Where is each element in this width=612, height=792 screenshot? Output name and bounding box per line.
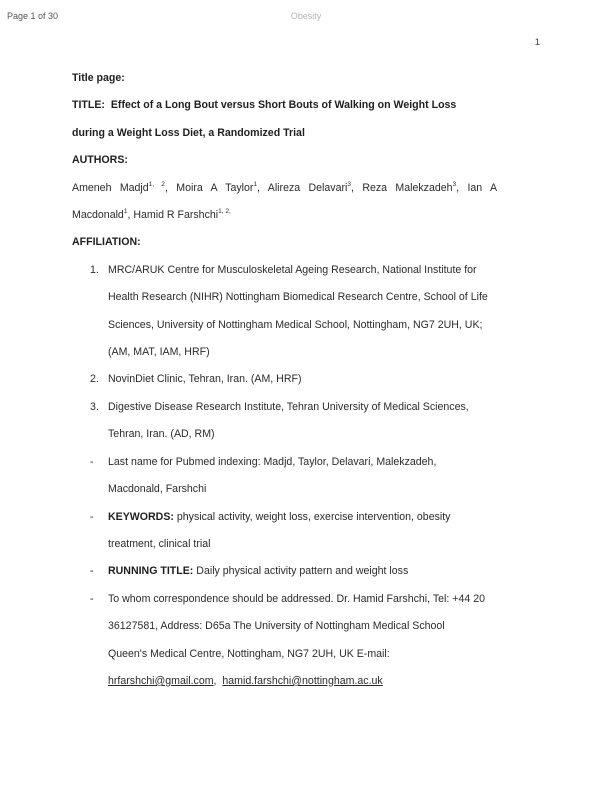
- email-separator: ,: [213, 674, 223, 687]
- author-name: Reza Malekzadeh: [362, 181, 453, 194]
- authors-label: AUTHORS:: [72, 154, 128, 167]
- affiliation-line: Health Research (NIHR) Nottingham Biomedical Research Centre, School of Life: [108, 291, 488, 304]
- author-affiliation-mark: 1: [253, 180, 258, 188]
- author: [268, 182, 363, 194]
- author-affiliation-mark: 1, 2,: [218, 208, 231, 216]
- author: [362, 182, 467, 194]
- author-name: Hamid R Farshchi: [133, 209, 219, 222]
- author-name: Ameneh Madjd: [72, 181, 149, 194]
- title-label: TITLE:: [72, 99, 105, 112]
- running-title-text: Daily physical activity pattern and weight loss: [196, 565, 409, 578]
- running-title-note: [72, 558, 540, 585]
- author-affiliation-mark: 1: [123, 208, 128, 216]
- keywords-note: [72, 504, 540, 559]
- title-page-content: [72, 65, 540, 695]
- author-affiliation-mark: 3: [347, 180, 351, 188]
- email-link-gmail[interactable]: hrfarshchi@gmail.com: [108, 674, 214, 687]
- title-page-label: Title page:: [72, 72, 125, 84]
- dash-marker: -: [90, 592, 94, 605]
- keywords-text: physical activity, weight loss, exercise intervention, obesity: [176, 510, 451, 523]
- author: [72, 182, 176, 194]
- affiliation-item-1: [72, 257, 540, 367]
- correspondence-line-1: To whom correspondence should be addressed. Dr. Hamid Farshchi, Tel: +44 20: [108, 592, 485, 605]
- author-affiliation-mark: 1, 2: [148, 180, 165, 188]
- dash-marker: -: [90, 455, 94, 468]
- affiliation-line: Tehran, Iran. (AD, RM): [108, 428, 215, 441]
- pubmed-line-1: Last name for Pubmed indexing: Madjd, Taylor, Delavari, Malekzadeh,: [108, 455, 437, 468]
- author-name: Ian A Macdonald: [72, 181, 498, 222]
- dash-marker: -: [90, 565, 94, 578]
- keywords-line-1: [108, 504, 540, 531]
- running-title-line: [108, 558, 540, 585]
- correspondence-emails: [108, 668, 540, 695]
- affiliation-marker: 1.: [90, 263, 99, 276]
- affiliation-marker: 3.: [90, 400, 99, 413]
- title-line-1: [72, 92, 540, 119]
- author-separator: ,: [164, 181, 177, 194]
- affiliation-item-3: [72, 394, 540, 449]
- author-separator: ,: [127, 209, 134, 222]
- affiliation-marker: 2.: [90, 373, 99, 386]
- dash-marker: -: [90, 510, 94, 523]
- affiliation-line: Sciences, University of Nottingham Medical School, Nottingham, NG7 2UH, UK;: [108, 318, 483, 331]
- author: [133, 209, 230, 221]
- page-indicator: Page 1 of 30: [7, 11, 59, 21]
- keywords-line-2: treatment, clinical trial: [108, 537, 211, 550]
- correspondence-line-2: 36127581, Address: D65a The University of Nottingham Medical School: [108, 620, 445, 633]
- affiliation-line: (AM, MAT, IAM, HRF): [108, 346, 210, 359]
- affiliation-line: Digestive Disease Research Institute, Tehran University of Medical Sciences,: [108, 400, 469, 413]
- email-link-nottingham[interactable]: hamid.farshchi@nottingham.ac.uk: [222, 674, 383, 687]
- pubmed-note: [72, 449, 540, 504]
- title-line-2: during a Weight Loss Diet, a Randomized Trial: [72, 126, 305, 139]
- correspondence-note: [72, 586, 540, 696]
- author-separator: ,: [351, 181, 363, 194]
- author-separator: ,: [257, 181, 268, 194]
- pubmed-line-2: Macdonald, Farshchi: [108, 483, 207, 496]
- affiliation-line: MRC/ARUK Centre for Musculoskeletal Ageing Research, National Institute for: [108, 263, 477, 276]
- keywords-label: KEYWORDS:: [108, 510, 174, 523]
- correspondence-line-3: Queen's Medical Centre, Nottingham, NG7 2UH, UK E-mail:: [108, 647, 390, 660]
- affiliation-label: AFFILIATION:: [72, 236, 141, 249]
- title-text-1: Effect of a Long Bout versus Short Bouts of Walking on Weight Loss: [110, 99, 457, 112]
- author-name: Alireza Delavari: [267, 181, 348, 194]
- authors-list: [72, 175, 497, 230]
- page-number: 1: [534, 37, 540, 48]
- author-affiliation-mark: 3: [452, 180, 457, 188]
- author: [176, 182, 268, 194]
- running-head: Obesity: [290, 11, 322, 21]
- affiliation-item-2: [72, 366, 540, 393]
- running-title-label: RUNNING TITLE:: [108, 565, 194, 578]
- author-name: Moira A Taylor: [176, 181, 254, 194]
- affiliation-line: NovinDiet Clinic, Tehran, Iran. (AM, HRF): [108, 373, 302, 386]
- author-separator: ,: [456, 181, 468, 194]
